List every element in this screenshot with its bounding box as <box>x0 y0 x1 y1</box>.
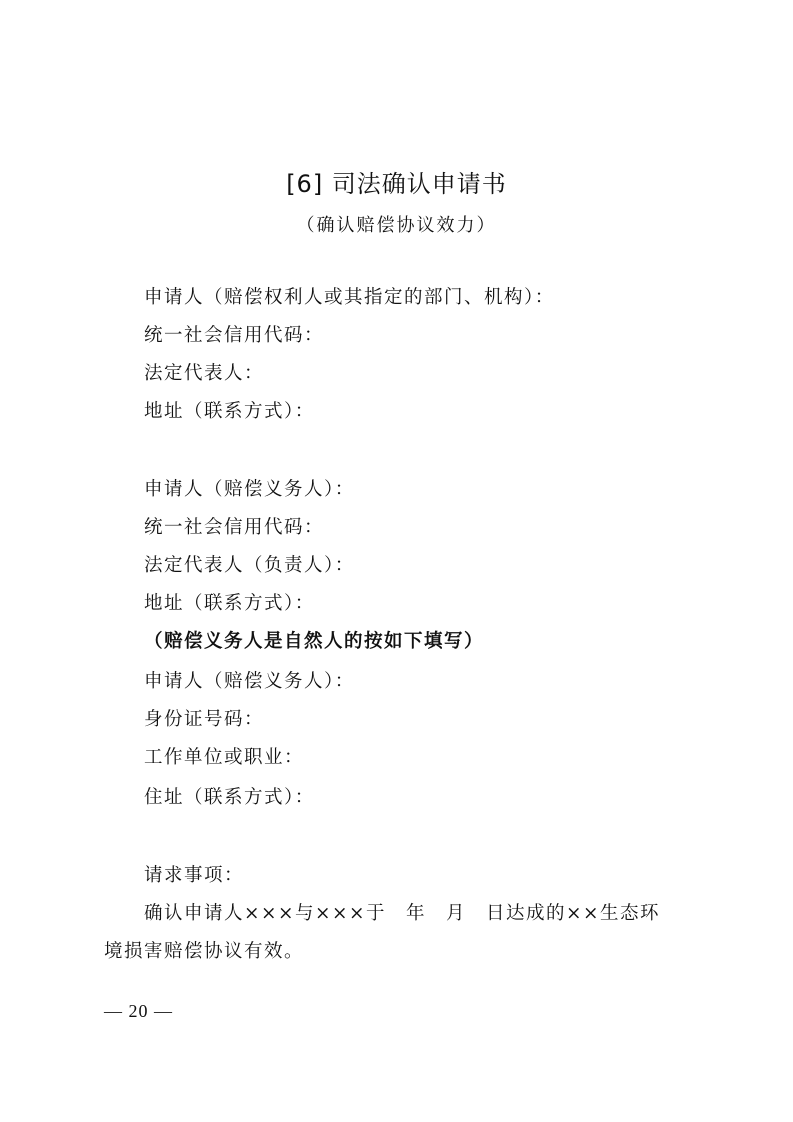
obligor-address-field: 地址（联系方式）： <box>144 593 315 614</box>
request-heading: 请求事项： <box>144 865 245 886</box>
claimant-address-field: 地址（联系方式）： <box>144 401 315 422</box>
natural-person-note: （赔偿义务人是自然人的按如下填写） <box>144 631 485 652</box>
obligor-applicant-field: 申请人（赔偿义务人）： <box>144 479 355 500</box>
obligor-credit-code-field: 统一社会信用代码： <box>144 517 325 538</box>
person-applicant-field: 申请人（赔偿义务人）： <box>144 671 355 692</box>
document-title: [6] 司法确认申请书 <box>286 170 507 198</box>
person-employer-field: 工作单位或职业： <box>144 747 305 768</box>
page-number: — 20 — <box>104 1001 173 1021</box>
claimant-applicant-field: 申请人（赔偿权利人或其指定的部门、机构）： <box>144 287 555 308</box>
document-subtitle: （确认赔偿协议效力） <box>296 215 497 236</box>
person-address-field: 住址（联系方式）： <box>144 787 315 808</box>
person-id-number-field: 身份证号码： <box>144 709 265 730</box>
claimant-legal-rep-field: 法定代表人： <box>144 363 265 384</box>
request-line-2: 境损害赔偿协议有效。 <box>104 941 305 962</box>
request-line-1: 确认申请人×××与×××于 年 月 日达成的××生态环 <box>144 903 661 924</box>
obligor-legal-rep-field: 法定代表人（负责人）： <box>144 555 355 576</box>
claimant-credit-code-field: 统一社会信用代码： <box>144 325 325 346</box>
